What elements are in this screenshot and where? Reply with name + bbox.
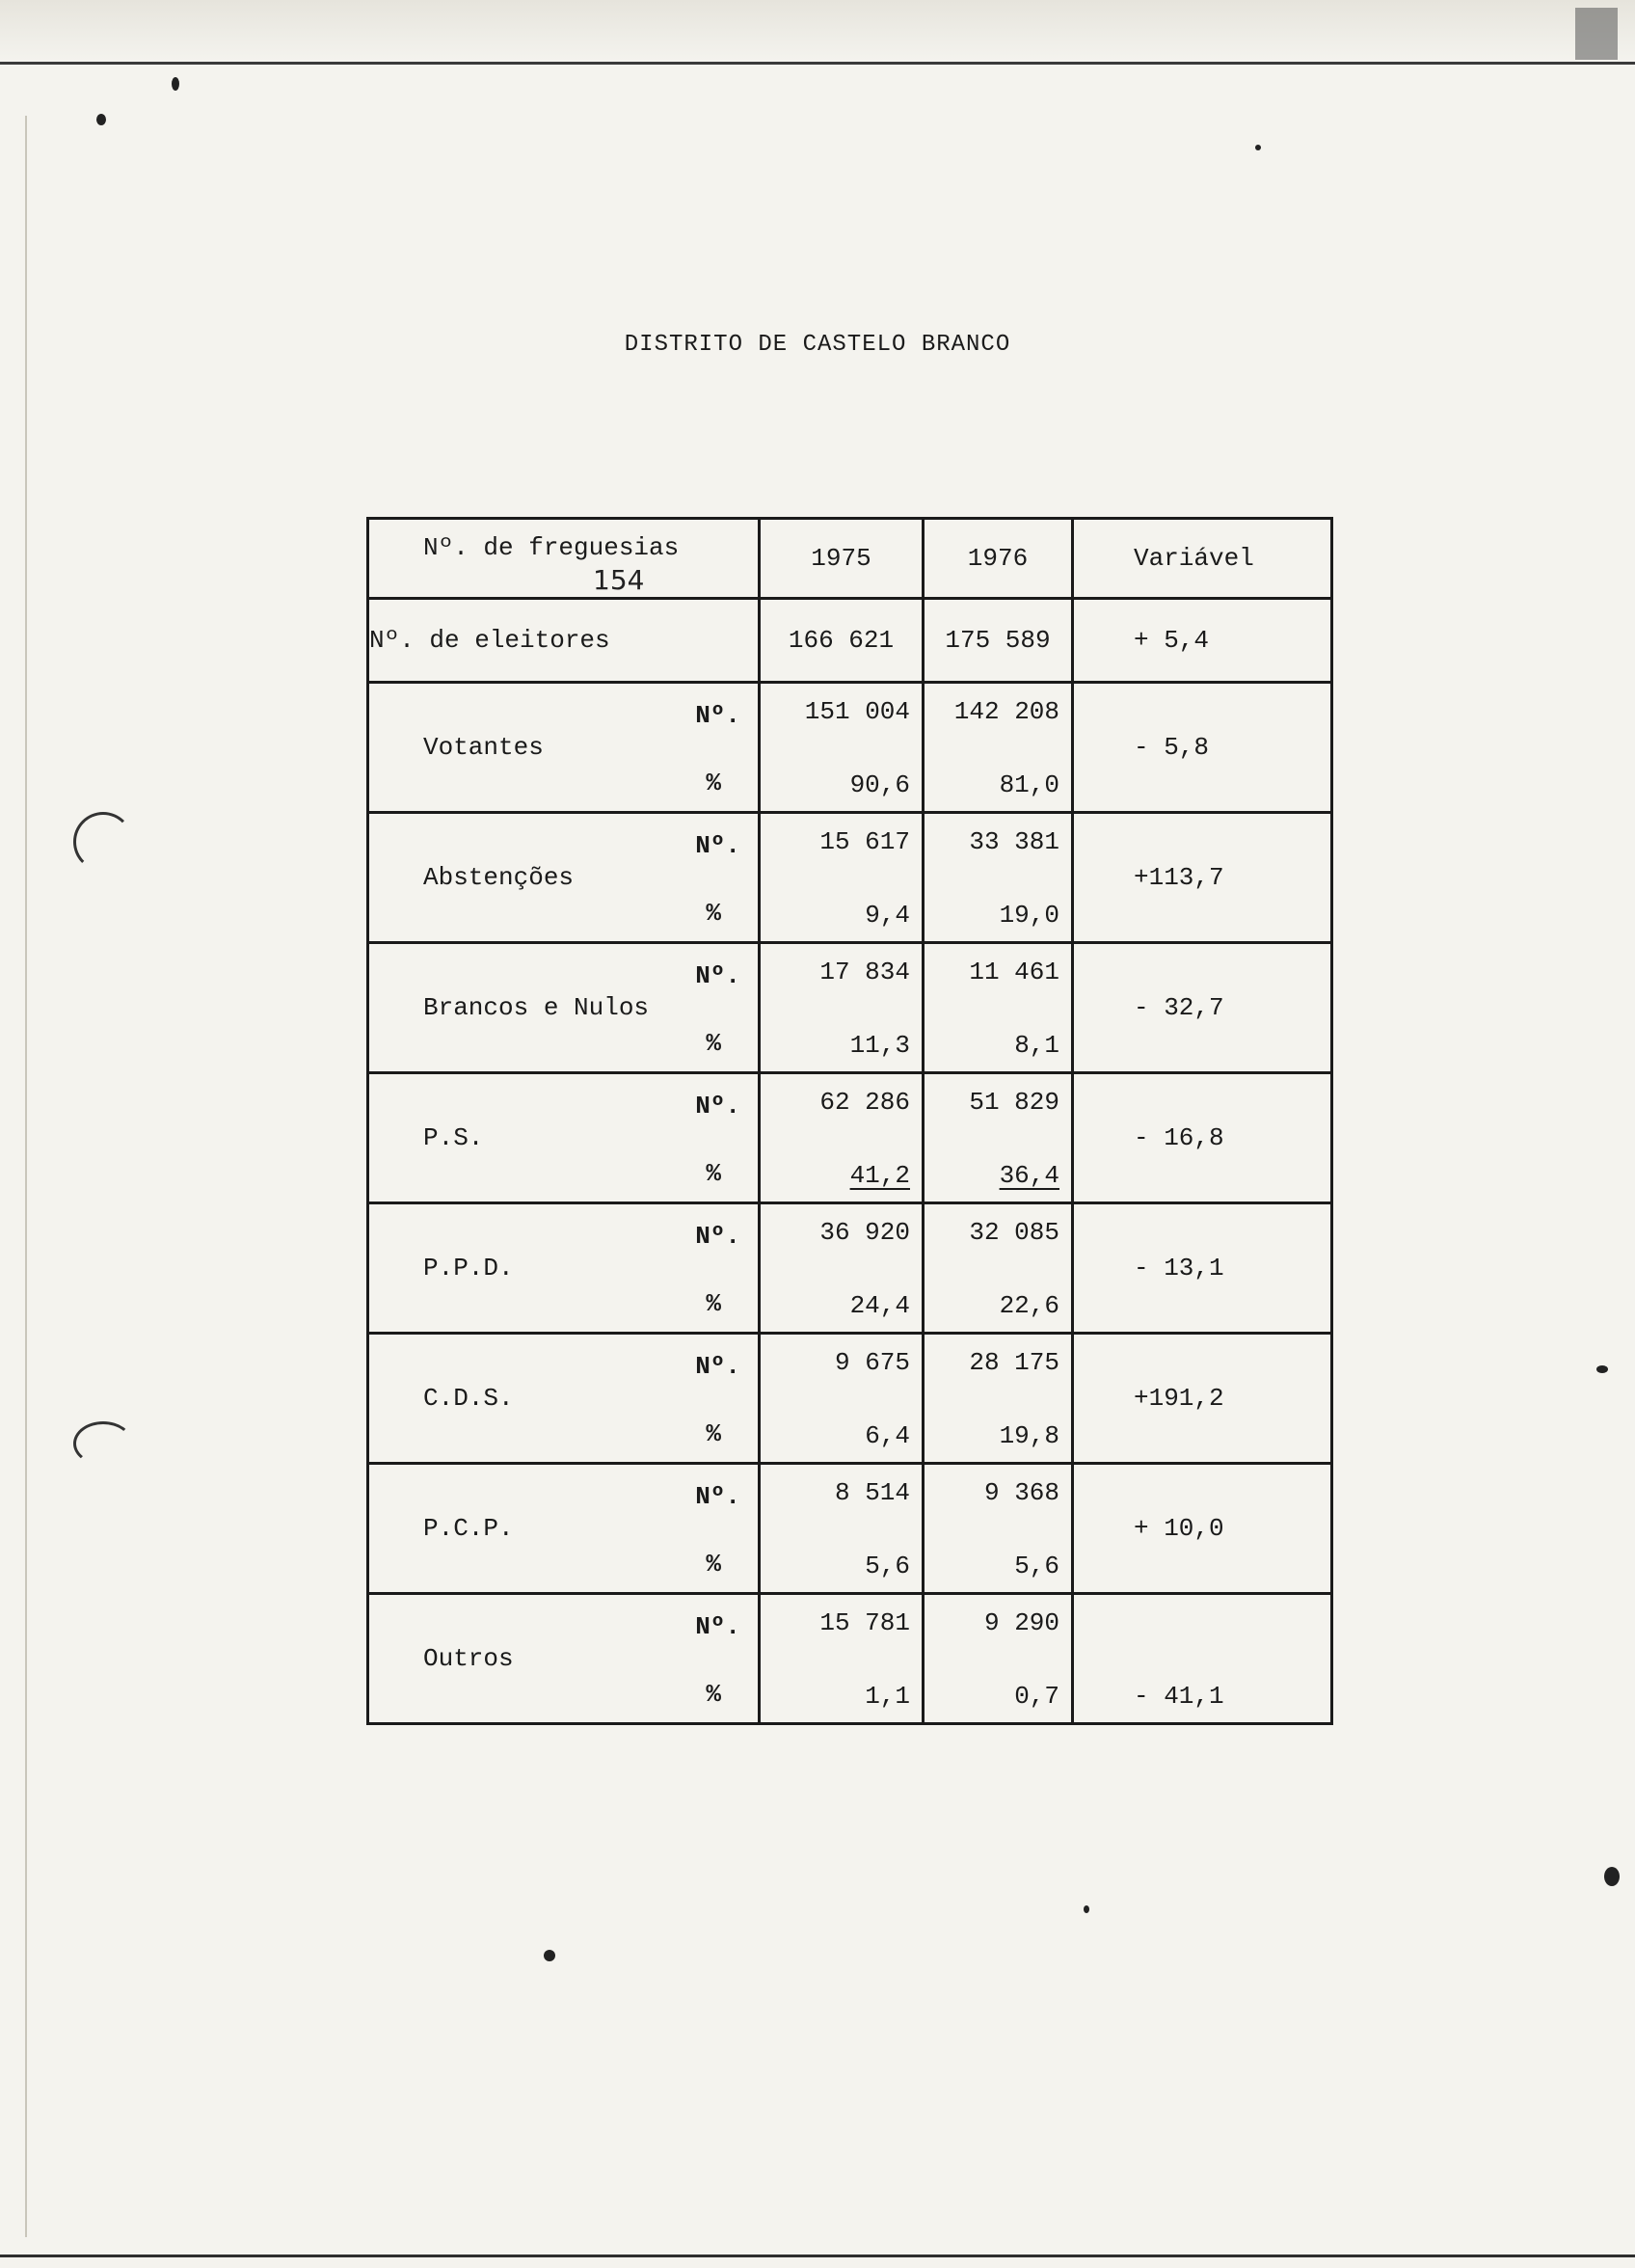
- value-pct-1976: 22,6: [999, 1291, 1059, 1320]
- value-pct-1976: 19,0: [999, 901, 1059, 930]
- eleitores-label: Nº. de eleitores: [368, 599, 760, 683]
- cell-1975: [760, 1594, 924, 1724]
- cell-variavel: [1073, 1594, 1332, 1724]
- value-no-1976: 51 829: [969, 1088, 1059, 1117]
- value-variavel: - 5,8: [1134, 733, 1210, 762]
- row-label-cell: [368, 1334, 760, 1464]
- ink-speck: [1604, 1867, 1620, 1886]
- value-no-1975: 151 004: [804, 697, 910, 726]
- value-pct-1976: 8,1: [1014, 1031, 1059, 1060]
- value-no-1975: 36 920: [819, 1218, 910, 1247]
- value-no-1975: 8 514: [834, 1478, 910, 1507]
- value-no-1976: 32 085: [969, 1218, 1059, 1247]
- row-label: P.P.D.: [423, 1254, 514, 1282]
- table-row: [368, 1203, 1332, 1334]
- header-1975: 1975: [760, 519, 924, 599]
- ink-speck: [1596, 1365, 1608, 1373]
- cell-1976: [924, 683, 1073, 813]
- sub-label-numero: Nº.: [695, 1482, 740, 1511]
- row-label-cell: [368, 1203, 760, 1334]
- value-pct-1976: 81,0: [999, 770, 1059, 799]
- freguesias-label: Nº. de freguesias: [423, 533, 680, 562]
- value-no-1975: 17 834: [819, 958, 910, 986]
- sub-label-percent: %: [706, 1289, 721, 1318]
- cell-1975: [760, 683, 924, 813]
- value-no-1975: 9 675: [834, 1348, 910, 1377]
- table-row: [368, 1464, 1332, 1594]
- table-row-eleitores: [368, 599, 1332, 683]
- value-no-1976: 9 290: [983, 1608, 1059, 1637]
- sub-label-percent: %: [706, 1550, 721, 1579]
- row-label: Brancos e Nulos: [423, 993, 650, 1022]
- value-pct-1975: 24,4: [849, 1291, 910, 1320]
- row-label: Votantes: [423, 733, 544, 762]
- sub-label-numero: Nº.: [695, 961, 740, 990]
- cell-variavel: [1073, 1073, 1332, 1203]
- scan-corner-mark: [1575, 8, 1618, 60]
- value-variavel: - 13,1: [1134, 1254, 1224, 1282]
- value-no-1976: 33 381: [969, 827, 1059, 856]
- header-1976: 1976: [924, 519, 1073, 599]
- cell-1976: [924, 1334, 1073, 1464]
- cell-variavel: [1073, 813, 1332, 943]
- row-label: C.D.S.: [423, 1384, 514, 1413]
- row-label-cell: [368, 683, 760, 813]
- value-no-1975: 62 286: [819, 1088, 910, 1117]
- value-variavel: +113,7: [1134, 863, 1224, 892]
- value-variavel: + 10,0: [1134, 1514, 1224, 1543]
- value-pct-1976: 19,8: [999, 1421, 1059, 1450]
- sub-label-numero: Nº.: [695, 1352, 740, 1381]
- sub-label-percent: %: [706, 1419, 721, 1448]
- sub-label-numero: Nº.: [695, 701, 740, 730]
- row-label-cell: [368, 1464, 760, 1594]
- cell-1975: [760, 1334, 924, 1464]
- value-variavel: - 32,7: [1134, 993, 1224, 1022]
- cell-1976: [924, 1073, 1073, 1203]
- eleitores-variavel-cell: [1073, 599, 1332, 683]
- value-no-1976: 9 368: [983, 1478, 1059, 1507]
- row-label: Abstenções: [423, 863, 575, 892]
- row-label-cell: [368, 813, 760, 943]
- value-pct-1976: 5,6: [1014, 1552, 1059, 1580]
- header-label-cell: [368, 519, 760, 599]
- value-no-1976: 142 208: [953, 697, 1059, 726]
- scan-top-band: [0, 0, 1635, 65]
- cell-1976: [924, 1203, 1073, 1334]
- table-row: [368, 943, 1332, 1073]
- cell-variavel: [1073, 683, 1332, 813]
- handwritten-count: 154: [593, 564, 645, 596]
- ink-speck: [1084, 1905, 1089, 1913]
- cell-1976: [924, 813, 1073, 943]
- value-no-1976: 28 175: [969, 1348, 1059, 1377]
- scan-arc-mark: [73, 812, 133, 872]
- cell-variavel: [1073, 1334, 1332, 1464]
- row-label: Outros: [423, 1644, 514, 1673]
- cell-variavel: [1073, 943, 1332, 1073]
- cell-variavel: [1073, 1464, 1332, 1594]
- cell-1975: [760, 813, 924, 943]
- ink-speck: [544, 1950, 555, 1961]
- sub-label-numero: Nº.: [695, 1612, 740, 1641]
- cell-1975: [760, 1073, 924, 1203]
- value-variavel: - 41,1: [1134, 1682, 1224, 1711]
- value-pct-1976: 36,4: [999, 1161, 1059, 1190]
- eleitores-1975: 166 621: [760, 599, 924, 683]
- sub-label-percent: %: [706, 769, 721, 797]
- value-no-1975: 15 781: [819, 1608, 910, 1637]
- value-pct-1975: 11,3: [849, 1031, 910, 1060]
- sub-label-percent: %: [706, 1159, 721, 1188]
- table-header-row: [368, 519, 1332, 599]
- eleitores-1976: 175 589: [924, 599, 1073, 683]
- header-variavel: [1073, 519, 1332, 599]
- sub-label-percent: %: [706, 1029, 721, 1058]
- row-label: P.C.P.: [423, 1514, 514, 1543]
- table-row: [368, 1594, 1332, 1724]
- cell-1976: [924, 943, 1073, 1073]
- scan-bottom-rule: [0, 2254, 1635, 2257]
- ink-speck: [172, 77, 179, 91]
- table-row: [368, 1334, 1332, 1464]
- scan-left-edge: [25, 116, 27, 2237]
- row-label-cell: [368, 1594, 760, 1724]
- value-pct-1975: 5,6: [865, 1552, 910, 1580]
- row-label-cell: [368, 943, 760, 1073]
- value-variavel: - 16,8: [1134, 1123, 1224, 1152]
- ink-speck: [1255, 145, 1261, 150]
- ink-speck: [96, 114, 106, 125]
- cell-1976: [924, 1464, 1073, 1594]
- row-label-cell: [368, 1073, 760, 1203]
- sub-label-numero: Nº.: [695, 1092, 740, 1120]
- table-row: [368, 1073, 1332, 1203]
- cell-1975: [760, 1203, 924, 1334]
- value-variavel: +191,2: [1134, 1384, 1224, 1413]
- row-label: P.S.: [423, 1123, 484, 1152]
- cell-variavel: [1073, 1203, 1332, 1334]
- table-row: [368, 813, 1332, 943]
- value-pct-1976: 0,7: [1014, 1682, 1059, 1711]
- election-table: [366, 517, 1333, 1725]
- sub-label-numero: Nº.: [695, 831, 740, 860]
- cell-1976: [924, 1594, 1073, 1724]
- eleitores-variavel: + 5,4: [1134, 626, 1210, 655]
- value-pct-1975: 41,2: [849, 1161, 910, 1190]
- value-pct-1975: 1,1: [865, 1682, 910, 1711]
- sub-label-percent: %: [706, 1680, 721, 1709]
- variavel-label: Variável: [1134, 544, 1254, 573]
- scan-arc-mark: [73, 1421, 133, 1466]
- value-pct-1975: 6,4: [865, 1421, 910, 1450]
- value-pct-1975: 90,6: [849, 770, 910, 799]
- cell-1975: [760, 943, 924, 1073]
- sub-label-percent: %: [706, 899, 721, 928]
- document-title: DISTRITO DE CASTELO BRANCO: [624, 332, 1011, 358]
- value-no-1976: 11 461: [969, 958, 1059, 986]
- value-no-1975: 15 617: [819, 827, 910, 856]
- sub-label-numero: Nº.: [695, 1222, 740, 1251]
- value-pct-1975: 9,4: [865, 901, 910, 930]
- cell-1975: [760, 1464, 924, 1594]
- table-row: [368, 683, 1332, 813]
